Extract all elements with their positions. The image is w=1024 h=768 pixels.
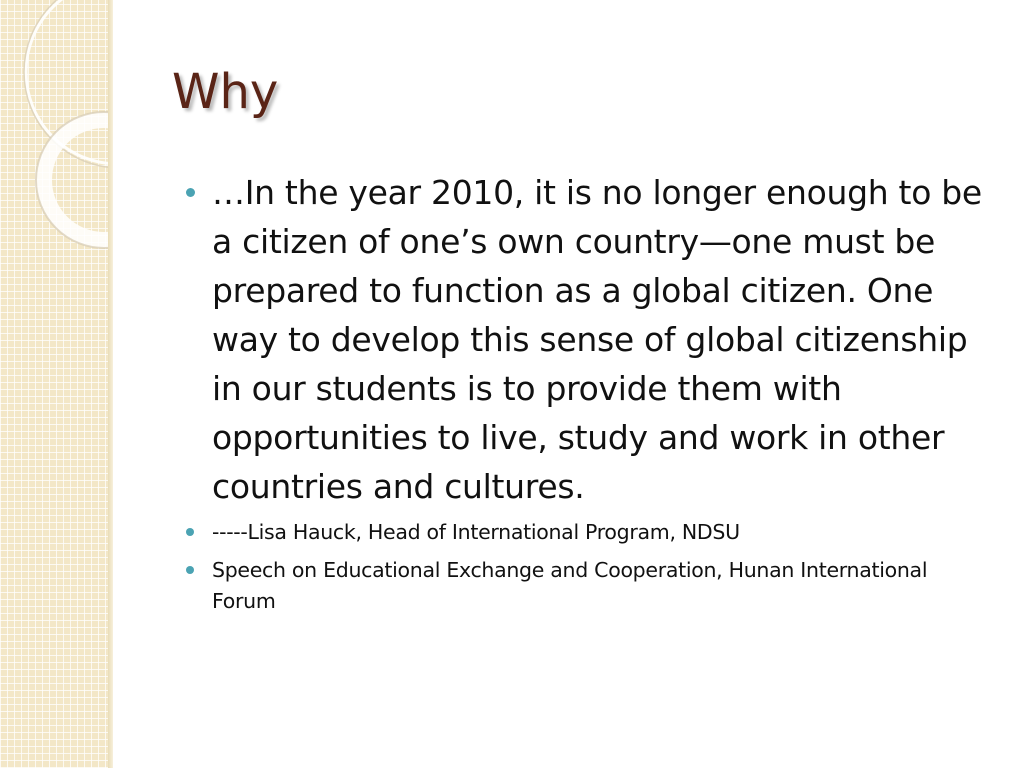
decorative-rings-icon <box>0 0 113 260</box>
side-panel-edge <box>108 0 113 768</box>
slide-content <box>182 168 992 617</box>
bullet-dot-icon <box>186 566 194 574</box>
attribution-text: -----Lisa Hauck, Head of International Program, NDSU <box>212 520 740 544</box>
attribution-bullet <box>182 517 992 548</box>
source-bullet <box>182 555 992 617</box>
quote-bullet <box>182 168 992 511</box>
quote-text: …In the year 2010, it is no longer enough to be a citizen of one’s own country—one must be prepared to function as a global citizen. One way to develop this sense of global citizenship in our students is to provide them with opportunities to live, study and work in other countries and cultures. <box>212 173 982 506</box>
decorative-side-panel <box>0 0 113 768</box>
source-text: Speech on Educational Exchange and Cooperation, Hunan International Forum <box>212 558 928 613</box>
slide-title: Why <box>172 64 279 120</box>
bullet-dot-icon <box>186 528 194 536</box>
bullet-dot-icon <box>186 188 195 197</box>
